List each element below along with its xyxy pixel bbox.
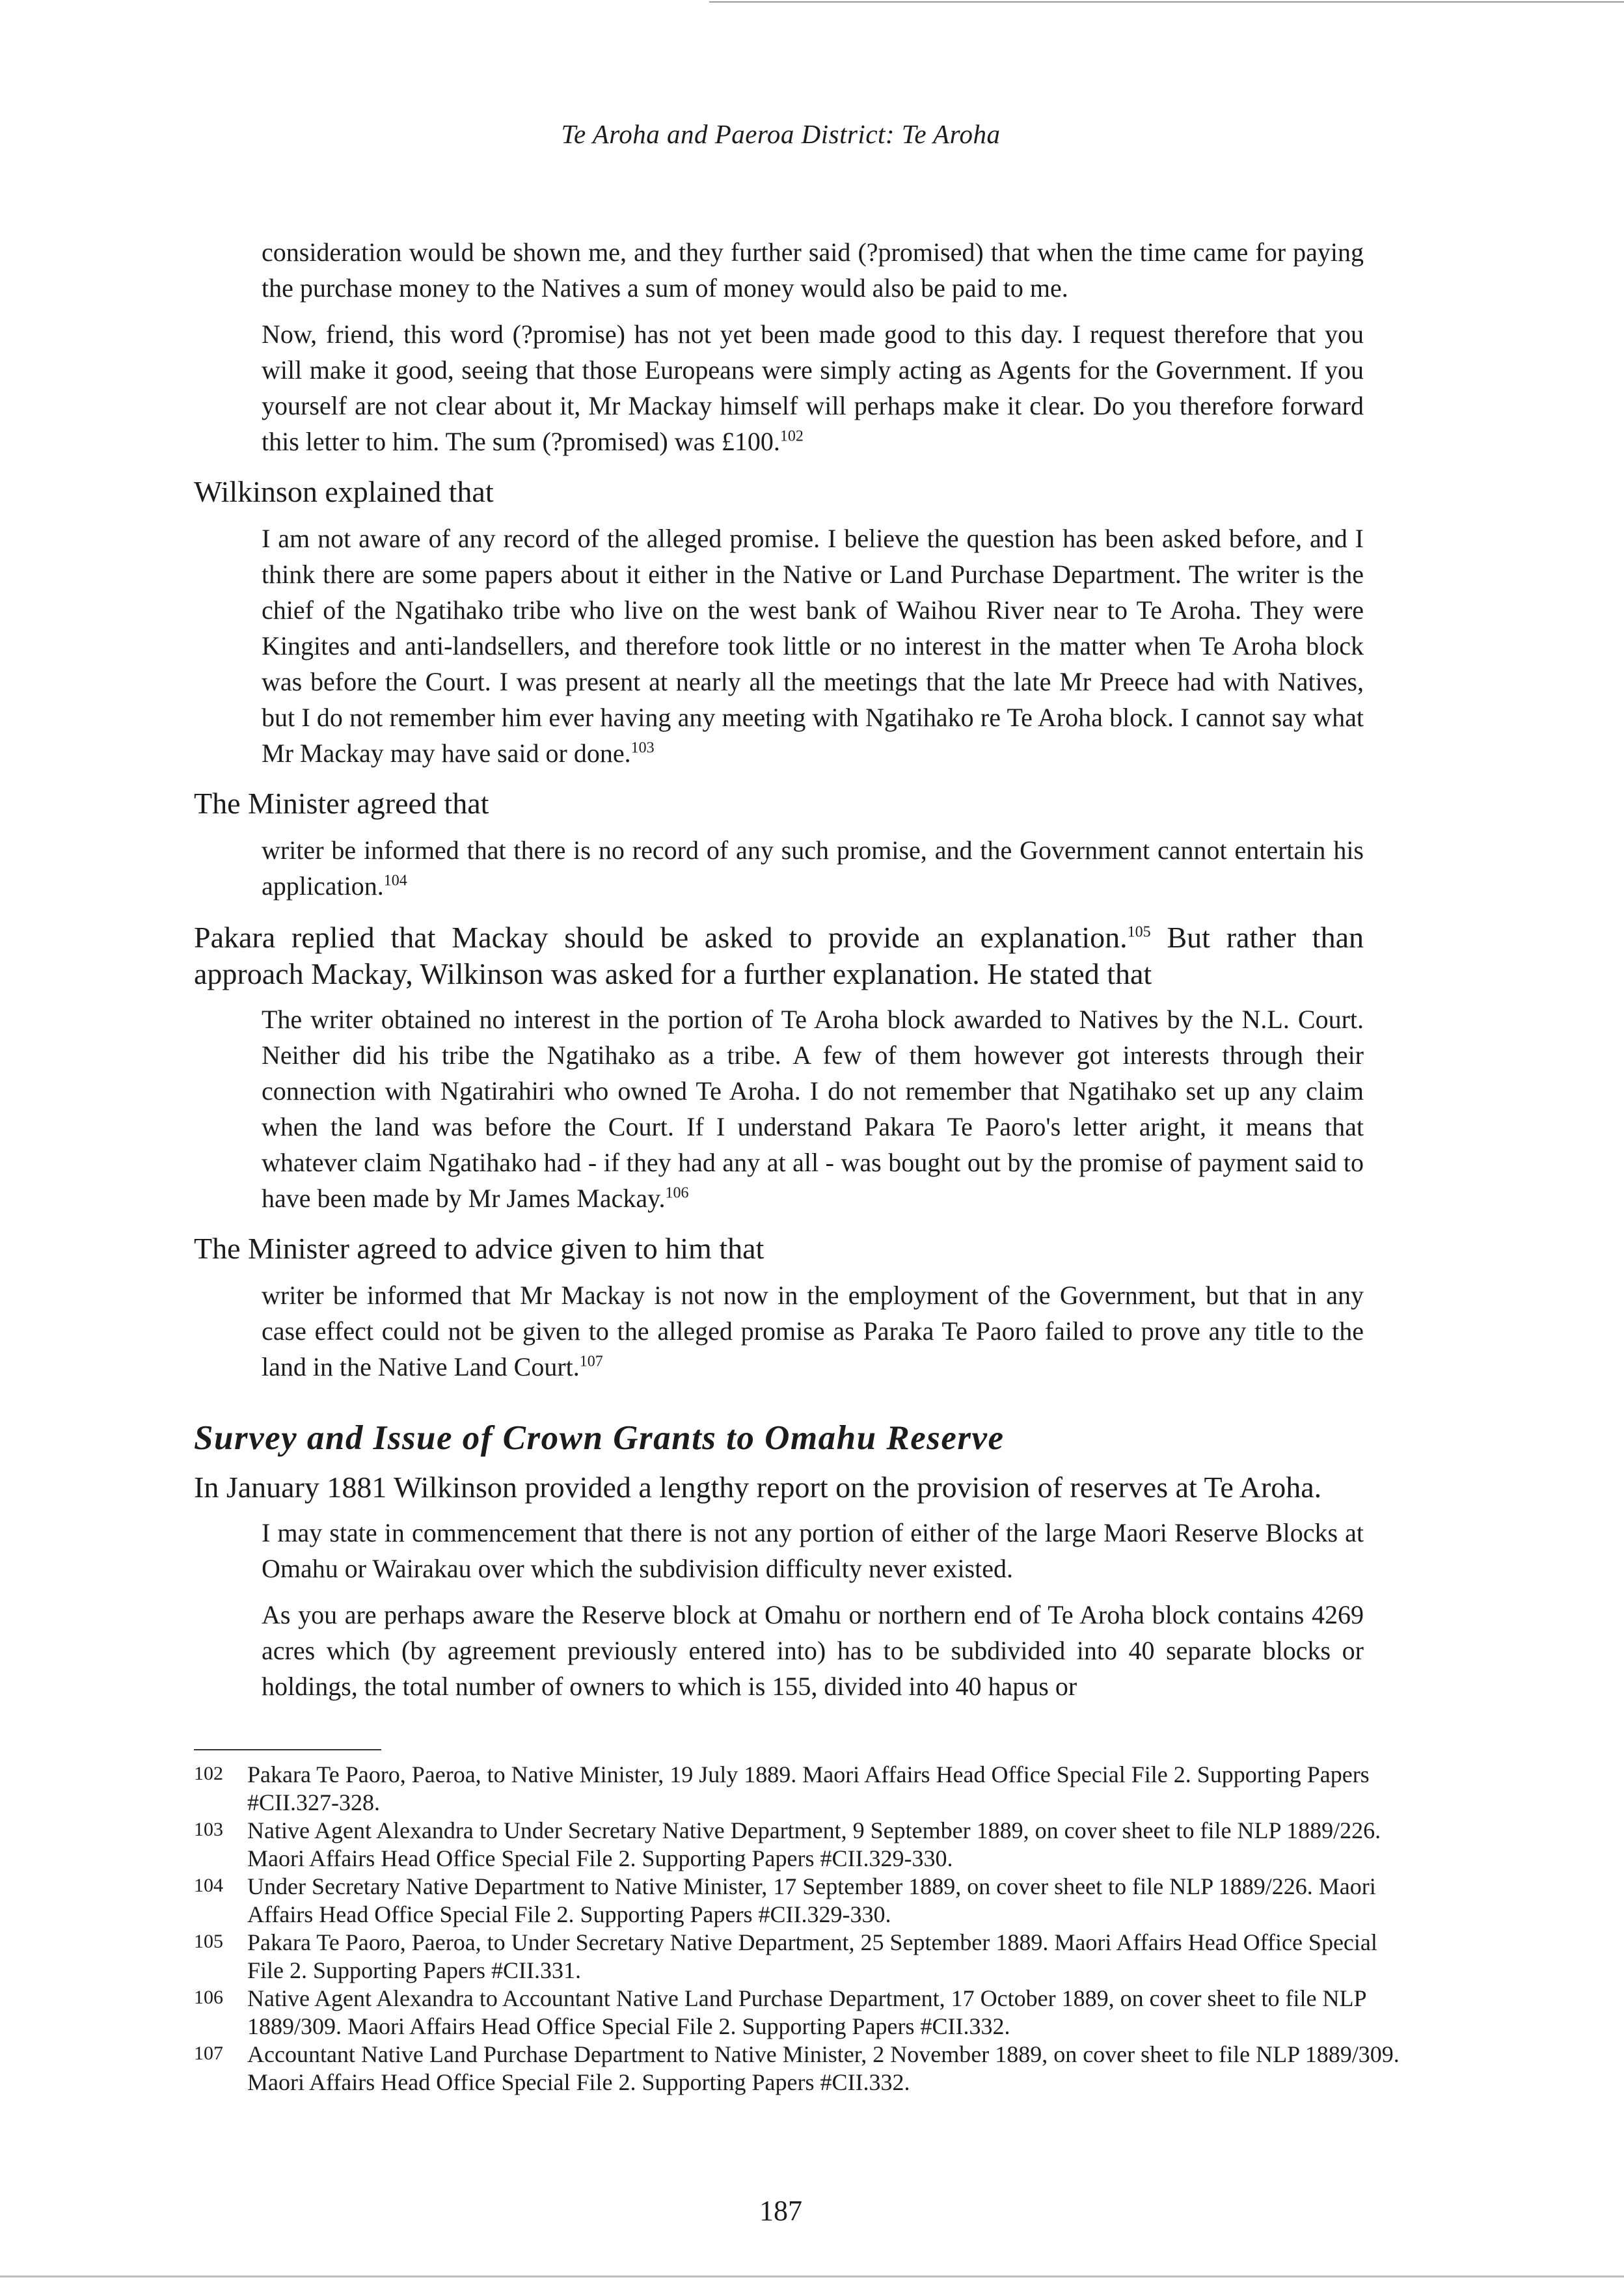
block-quote-minister: [262, 832, 1364, 904]
quote-paragraph: I am not aware of any record of the alleged promise. I believe the question has been asked before, and I think there are some papers about it either in the Native or Land Purchase Department. The writer is the chief of the Ngatihako tribe who live on the west bank of Waihou River near to Te Aroha. They were Kingites and anti-landsellers, and therefore took little or no interest in the matter when Te Aroha block was before the Court. I was present at nearly all the meetings that the late Mr Preece had with Natives, but I do not remember him ever having any meeting with Ngatihako re Te Aroha block. I cannot say what Mr Mackay may have said or done.$^{103}$: [262, 524, 1364, 768]
footnote: [194, 1985, 1411, 2041]
footnote: [194, 1817, 1411, 1873]
section-heading: Survey and Issue of Crown Grants to Omahu Reserve: [194, 1419, 1005, 1457]
quote-paragraph: Now, friend, this word (?promise) has not yet been made good to this day. I request therefore that you will make it good, seeing that those Europeans were simply acting as Agents for the Government. If you yourself are not clear about it, Mr Mackay himself will perhaps make it clear. Do you therefore forward this letter to him. The sum (?promised) was £100.$^{102}$: [262, 319, 1364, 456]
block-quote-wilkinson-further: [262, 1001, 1364, 1216]
footnote: [194, 1761, 1411, 1817]
page-number: 187: [759, 2195, 802, 2227]
footnote-text: Under Secretary Native Department to Native Minister, 17 September 1889, on cover sheet to file NLP 1889/226. Maori Affairs Head Office Special File 2. Supporting Papers #CII.329-330.: [247, 1873, 1376, 1927]
block-quote-wilkinson: [262, 521, 1364, 771]
top-edge-rule: [709, 1, 1624, 3]
footnote-text: Accountant Native Land Purchase Department to Native Minister, 2 November 1889, on cover sheet to file NLP 1889/309. Maori Affairs Head Office Special File 2. Supporting Papers #CII.332.: [247, 2041, 1400, 2095]
quote-paragraph: writer be informed that Mr Mackay is not now in the employment of the Government, but that in any case effect could not be given to the alleged promise as Paraka Te Paoro failed to prove any title to the land in the Native Land Court.$^{107}$: [262, 1281, 1364, 1381]
block-quote-minister-advice: [262, 1277, 1364, 1385]
block-quote-pakara-letter: [262, 234, 1364, 459]
footnote-ref[interactable]: 106: [665, 1184, 689, 1202]
footnote-number: 106: [194, 1987, 223, 2008]
footnote-ref[interactable]: 107: [579, 1353, 603, 1370]
footnote-text: Pakara Te Paoro, Paeroa, to Under Secretary Native Department, 25 September 1889. Maori Affairs Head Office Special File 2. Supporting Papers #CII.331.: [247, 1929, 1377, 1983]
footnote-number: 102: [194, 1763, 223, 1784]
quote-paragraph: I may state in commencement that there is not any portion of either of the large Maori Reserve Blocks at Omahu or Wairakau over which the subdivision difficulty never existed.: [262, 1518, 1364, 1583]
footnote-ref[interactable]: 103: [630, 739, 655, 757]
footnote: [194, 1873, 1411, 1929]
footnote-text: Pakara Te Paoro, Paeroa, to Native Minister, 19 July 1889. Maori Affairs Head Office Special File 2. Supporting Papers #CII.327-328.: [247, 1761, 1370, 1815]
lead-in-text: Wilkinson explained that: [194, 475, 494, 508]
quote-paragraph: The writer obtained no interest in the portion of Te Aroha block awarded to Natives by the N.L. Court. Neither did his tribe the Ngatihako as a tribe. A few of them however got interests through their connection with Ngatirahiri who owned Te Aroha. I do not remember that Ngatihako set up any claim when the land was before the Court. If I understand Pakara Te Paoro's letter aright, it means that whatever claim Ngatihako had - if they had any at all - was bought out by the promise of payment said to have been made by Mr James Mackay.$^{106}$: [262, 1005, 1364, 1213]
footnote-text: Native Agent Alexandra to Under Secretary Native Department, 9 September 1889, on cover sheet to file NLP 1889/226. Maori Affairs Head Office Special File 2. Supporting Papers #CII.329-330.: [247, 1817, 1381, 1871]
footnote-ref[interactable]: 102: [779, 428, 804, 445]
footnote-number: 105: [194, 1931, 223, 1952]
quote-paragraph: As you are perhaps aware the Reserve block at Omahu or northern end of Te Aroha block contains 4269 acres which (by agreement previously entered into) has to be subdivided into 40 separate blocks or holdings, the total number of owners to which is 155, divided into 40 hapus or: [262, 1600, 1364, 1701]
footnote-number: 103: [194, 1819, 223, 1840]
footnote-number: 107: [194, 2043, 223, 2064]
footnote-text: Native Agent Alexandra to Accountant Native Land Purchase Department, 17 October 1889, on cover sheet to file NLP 1889/309. Maori Affairs Head Office Special File 2. Supporting Papers #CII.332.: [247, 1985, 1366, 2039]
body-paragraph: Pakara replied that Mackay should be asked to provide an explanation.$^{105}$ But rather than approach Mackay, Wilkinson was asked for a further explanation. He stated that: [194, 921, 1364, 990]
footnote-number: 104: [194, 1875, 223, 1896]
footnote-ref[interactable]: 105: [1127, 923, 1151, 941]
block-quote-reserves-report: [262, 1515, 1364, 1704]
footnote: [194, 2041, 1411, 2097]
footnote-separator: [194, 1749, 381, 1750]
footnote-ref[interactable]: 104: [383, 872, 407, 890]
quote-paragraph: writer be informed that there is no record of any such promise, and the Government cannot entertain his application.$^{104}$: [262, 835, 1364, 901]
footnotes: [194, 1761, 1411, 2097]
footnote: [194, 1929, 1411, 1985]
page-body: [194, 234, 1364, 1715]
lead-in-text: The Minister agreed to advice given to him that: [194, 1232, 765, 1265]
quote-paragraph: consideration would be shown me, and they further said (?promised) that when the time came for paying the purchase money to the Natives a sum of money would also be paid to me.: [262, 238, 1364, 303]
running-head: Te Aroha and Paeroa District: Te Aroha: [561, 119, 1001, 149]
body-paragraph: In January 1881 Wilkinson provided a lengthy report on the provision of reserves at Te Aroha.: [194, 1471, 1322, 1504]
lead-in-text: The Minister agreed that: [194, 787, 489, 820]
bottom-edge-rule: [0, 2275, 1624, 2277]
